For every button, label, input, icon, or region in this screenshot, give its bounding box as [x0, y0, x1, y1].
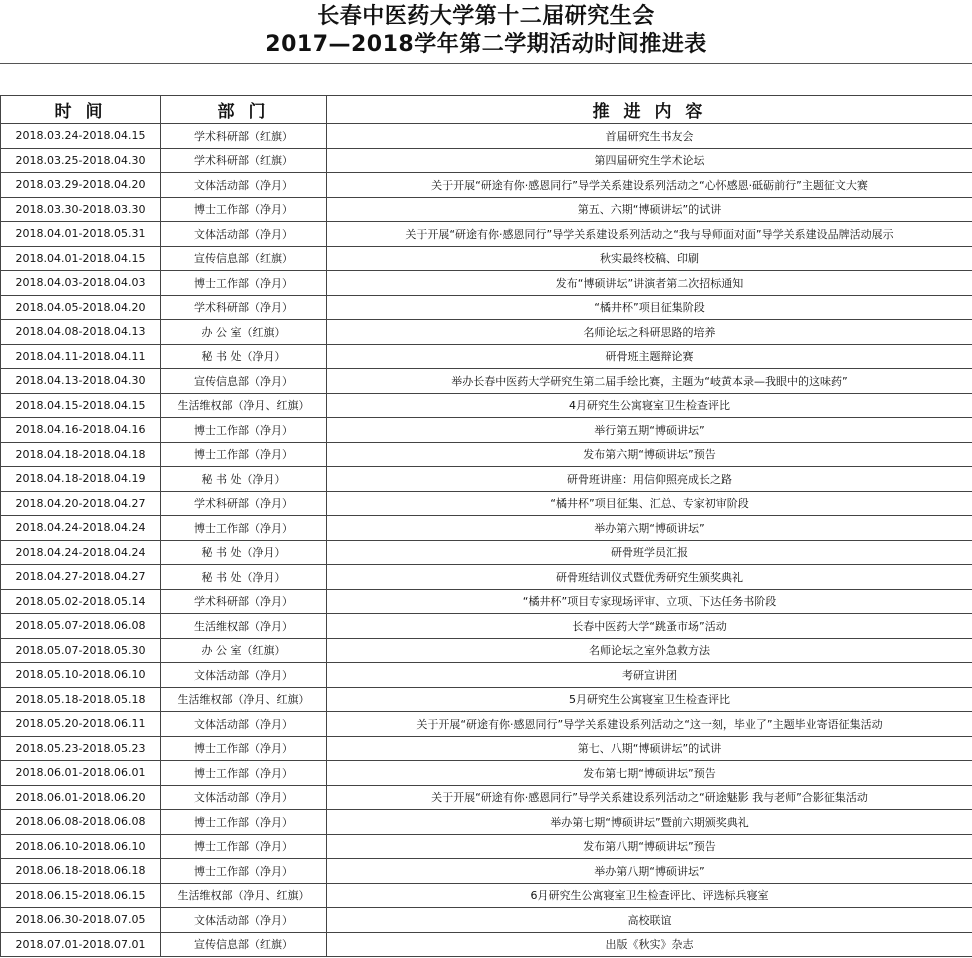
table-row — [1, 246, 972, 271]
department-cell: 秘 书 处（净月） — [161, 540, 327, 565]
department-cell: 秘 书 处（净月） — [161, 565, 327, 590]
content-cell: 举办第八期“博硕讲坛” — [327, 859, 972, 884]
department-cell: 博士工作部（净月） — [161, 197, 327, 222]
time-cell: 2018.06.15-2018.06.15 — [1, 883, 161, 908]
content-cell: 关于开展“研途有你·感恩同行”导学关系建设系列活动之“这一刻，毕业了”主题毕业寄语征集活动 — [327, 712, 972, 737]
department-cell: 学术科研部（净月） — [161, 491, 327, 516]
department-cell: 学术科研部（净月） — [161, 589, 327, 614]
table-row — [1, 736, 972, 761]
time-cell: 2018.04.05-2018.04.20 — [1, 295, 161, 320]
document-title-block — [0, 0, 972, 63]
department-cell: 生活维权部（净月） — [161, 614, 327, 639]
time-cell: 2018.05.02-2018.05.14 — [1, 589, 161, 614]
content-cell: 举办长春中医药大学研究生第二届手绘比赛，主题为“岐黄本录—我眼中的这味药” — [327, 369, 972, 394]
table-row — [1, 344, 972, 369]
content-cell: 长春中医药大学“跳蚤市场”活动 — [327, 614, 972, 639]
department-cell: 博士工作部（净月） — [161, 810, 327, 835]
department-cell: 秘 书 处（净月） — [161, 344, 327, 369]
time-cell: 2018.04.11-2018.04.11 — [1, 344, 161, 369]
table-row — [1, 369, 972, 394]
header-time: 时 间 — [1, 96, 161, 124]
content-cell: 4月研究生公寓寝室卫生检查评比 — [327, 393, 972, 418]
table-row — [1, 932, 972, 957]
time-cell: 2018.03.30-2018.03.30 — [1, 197, 161, 222]
time-cell: 2018.04.18-2018.04.19 — [1, 467, 161, 492]
table-row — [1, 173, 972, 198]
time-cell: 2018.04.13-2018.04.30 — [1, 369, 161, 394]
table-row — [1, 834, 972, 859]
table-row — [1, 761, 972, 786]
table-row — [1, 491, 972, 516]
time-cell: 2018.06.10-2018.06.10 — [1, 834, 161, 859]
content-cell: 出版《秋实》杂志 — [327, 932, 972, 957]
content-cell: 研骨班主题辩论赛 — [327, 344, 972, 369]
table-body — [1, 124, 972, 957]
content-cell: 第七、八期“博硕讲坛”的试讲 — [327, 736, 972, 761]
department-cell: 文体活动部（净月） — [161, 663, 327, 688]
header-department: 部 门 — [161, 96, 327, 124]
content-cell: 第五、六期“博硕讲坛”的试讲 — [327, 197, 972, 222]
table-header-row — [1, 96, 972, 124]
time-cell: 2018.05.23-2018.05.23 — [1, 736, 161, 761]
content-cell: 举办第六期“博硕讲坛” — [327, 516, 972, 541]
time-cell: 2018.04.16-2018.04.16 — [1, 418, 161, 443]
header-content: 推 进 内 容 — [327, 96, 972, 124]
content-cell: “橘井杯”项目专家现场评审、立项、下达任务书阶段 — [327, 589, 972, 614]
time-cell: 2018.04.24-2018.04.24 — [1, 540, 161, 565]
department-cell: 博士工作部（净月） — [161, 442, 327, 467]
table-row — [1, 320, 972, 345]
document-title: 长春中医药大学第十二届研究生会 — [317, 4, 655, 29]
department-cell: 博士工作部（净月） — [161, 516, 327, 541]
content-cell: 关于开展“研途有你·感恩同行”导学关系建设系列活动之“研途魅影 我与老师”合影征集活动 — [327, 785, 972, 810]
time-cell: 2018.04.18-2018.04.18 — [1, 442, 161, 467]
time-cell: 2018.03.24-2018.04.15 — [1, 124, 161, 149]
table-row — [1, 467, 972, 492]
table-row — [1, 124, 972, 149]
table-row — [1, 883, 972, 908]
time-cell: 2018.05.20-2018.06.11 — [1, 712, 161, 737]
content-cell: 名师论坛之科研思路的培养 — [327, 320, 972, 345]
table-row — [1, 663, 972, 688]
content-cell: “橘井杯”项目征集、汇总、专家初审阶段 — [327, 491, 972, 516]
department-cell: 博士工作部（净月） — [161, 761, 327, 786]
department-cell: 生活维权部（净月、红旗） — [161, 393, 327, 418]
content-cell: 名师论坛之室外急救方法 — [327, 638, 972, 663]
time-cell: 2018.06.01-2018.06.20 — [1, 785, 161, 810]
content-cell: 考研宣讲团 — [327, 663, 972, 688]
department-cell: 办 公 室（红旗） — [161, 320, 327, 345]
content-cell: 发布第六期“博硕讲坛”预告 — [327, 442, 972, 467]
content-cell: 关于开展“研途有你·感恩同行”导学关系建设系列活动之“我与导师面对面”导学关系建设品牌活动展示 — [327, 222, 972, 247]
department-cell: 文体活动部（净月） — [161, 173, 327, 198]
content-cell: “橘井杯”项目征集阶段 — [327, 295, 972, 320]
table-row — [1, 638, 972, 663]
time-cell: 2018.06.18-2018.06.18 — [1, 859, 161, 884]
table-row — [1, 785, 972, 810]
table-row — [1, 516, 972, 541]
department-cell: 秘 书 处（净月） — [161, 467, 327, 492]
time-cell: 2018.04.01-2018.05.31 — [1, 222, 161, 247]
department-cell: 文体活动部（净月） — [161, 222, 327, 247]
department-cell: 学术科研部（净月） — [161, 295, 327, 320]
table-row — [1, 859, 972, 884]
table-row — [1, 712, 972, 737]
table-row — [1, 589, 972, 614]
content-cell: 首届研究生书友会 — [327, 124, 972, 149]
time-cell: 2018.07.01-2018.07.01 — [1, 932, 161, 957]
time-cell: 2018.05.07-2018.05.30 — [1, 638, 161, 663]
time-cell: 2018.03.29-2018.04.20 — [1, 173, 161, 198]
content-cell: 发布第七期“博硕讲坛”预告 — [327, 761, 972, 786]
time-cell: 2018.06.01-2018.06.01 — [1, 761, 161, 786]
time-cell: 2018.04.24-2018.04.24 — [1, 516, 161, 541]
content-cell: 发布第八期“博硕讲坛”预告 — [327, 834, 972, 859]
time-cell: 2018.05.10-2018.06.10 — [1, 663, 161, 688]
content-cell: 研骨班结训仪式暨优秀研究生颁奖典礼 — [327, 565, 972, 590]
table-row — [1, 565, 972, 590]
content-cell: 5月研究生公寓寝室卫生检查评比 — [327, 687, 972, 712]
time-cell: 2018.05.07-2018.06.08 — [1, 614, 161, 639]
content-cell: 第四届研究生学术论坛 — [327, 148, 972, 173]
department-cell: 博士工作部（净月） — [161, 271, 327, 296]
table-row — [1, 222, 972, 247]
content-cell: 6月研究生公寓寝室卫生检查评比、评选标兵寝室 — [327, 883, 972, 908]
table-row — [1, 295, 972, 320]
department-cell: 博士工作部（净月） — [161, 418, 327, 443]
time-cell: 2018.04.15-2018.04.15 — [1, 393, 161, 418]
department-cell: 宣传信息部（红旗） — [161, 932, 327, 957]
department-cell: 文体活动部（净月） — [161, 785, 327, 810]
time-cell: 2018.04.01-2018.04.15 — [1, 246, 161, 271]
content-cell: 举办第七期“博硕讲坛”暨前六期颁奖典礼 — [327, 810, 972, 835]
content-cell: 高校联谊 — [327, 908, 972, 933]
department-cell: 博士工作部（净月） — [161, 859, 327, 884]
time-cell: 2018.05.18-2018.05.18 — [1, 687, 161, 712]
time-cell: 2018.03.25-2018.04.30 — [1, 148, 161, 173]
department-cell: 博士工作部（净月） — [161, 736, 327, 761]
table-row — [1, 197, 972, 222]
content-cell: 秋实最终校稿、印刷 — [327, 246, 972, 271]
blank-header-row — [0, 63, 972, 96]
table-row — [1, 810, 972, 835]
department-cell: 办 公 室（红旗） — [161, 638, 327, 663]
time-cell: 2018.04.20-2018.04.27 — [1, 491, 161, 516]
table-row — [1, 687, 972, 712]
department-cell: 博士工作部（净月） — [161, 834, 327, 859]
content-cell: 发布“博硕讲坛”讲演者第二次招标通知 — [327, 271, 972, 296]
time-cell: 2018.04.03-2018.04.03 — [1, 271, 161, 296]
document-subtitle: 2017—2018学年第二学期活动时间推进表 — [265, 32, 707, 57]
table-row — [1, 418, 972, 443]
content-cell: 举行第五期“博硕讲坛” — [327, 418, 972, 443]
department-cell: 学术科研部（红旗） — [161, 148, 327, 173]
table-row — [1, 442, 972, 467]
table-row — [1, 148, 972, 173]
department-cell: 宣传信息部（红旗） — [161, 246, 327, 271]
schedule-table — [0, 95, 972, 957]
content-cell: 研骨班讲座：用信仰照亮成长之路 — [327, 467, 972, 492]
department-cell: 宣传信息部（净月） — [161, 369, 327, 394]
time-cell: 2018.06.08-2018.06.08 — [1, 810, 161, 835]
department-cell: 学术科研部（红旗） — [161, 124, 327, 149]
time-cell: 2018.04.27-2018.04.27 — [1, 565, 161, 590]
content-cell: 研骨班学员汇报 — [327, 540, 972, 565]
time-cell: 2018.06.30-2018.07.05 — [1, 908, 161, 933]
table-row — [1, 908, 972, 933]
table-row — [1, 540, 972, 565]
table-row — [1, 393, 972, 418]
department-cell: 生活维权部（净月、红旗） — [161, 883, 327, 908]
table-row — [1, 271, 972, 296]
department-cell: 生活维权部（净月、红旗） — [161, 687, 327, 712]
content-cell: 关于开展“研途有你·感恩同行”导学关系建设系列活动之“心怀感恩·砥砺前行”主题征文大赛 — [327, 173, 972, 198]
table-row — [1, 614, 972, 639]
time-cell: 2018.04.08-2018.04.13 — [1, 320, 161, 345]
department-cell: 文体活动部（净月） — [161, 908, 327, 933]
department-cell: 文体活动部（净月） — [161, 712, 327, 737]
